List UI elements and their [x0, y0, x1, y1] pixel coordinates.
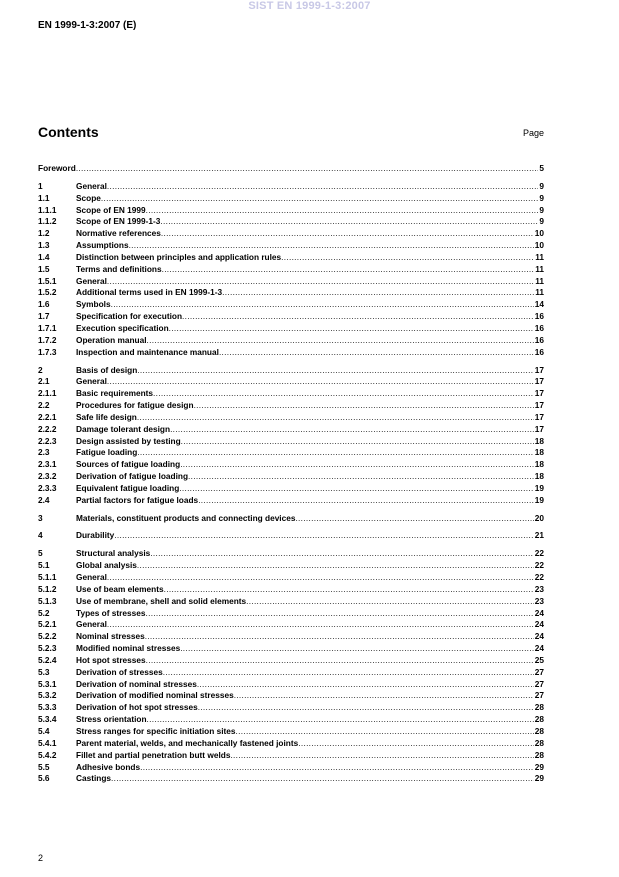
toc-leader-dots	[137, 447, 533, 459]
toc-entry-number: 1.1.2	[38, 216, 57, 227]
toc-entry-page: 11	[535, 251, 544, 262]
toc-entry[interactable]	[38, 205, 544, 217]
toc-leader-dots	[219, 347, 534, 359]
toc-entry-title: Use of membrane, shell and solid elements	[76, 595, 247, 606]
toc-entry[interactable]	[38, 252, 544, 264]
toc-leader-dots	[188, 471, 534, 483]
toc-entry-number: 1.4	[38, 251, 50, 262]
toc-leader-dots	[76, 163, 539, 175]
toc-entry-title: Inspection and maintenance manual	[76, 346, 219, 357]
toc-entry[interactable]	[38, 365, 544, 377]
toc-entry-number: 2.1	[38, 376, 50, 387]
toc-leader-dots	[230, 750, 533, 762]
toc-leader-dots	[281, 252, 534, 264]
toc-entry-number: 5.2	[38, 607, 50, 618]
toc-entry-page: 22	[534, 560, 544, 571]
toc-entry-title: Damage tolerant design	[76, 423, 171, 434]
toc-entry[interactable]	[38, 608, 544, 620]
page-column-label: Page	[522, 128, 544, 138]
toc-entry-page: 22	[534, 572, 544, 582]
toc-entry-page: 16	[534, 322, 544, 333]
toc-entry-title: Stress orientation	[76, 714, 147, 725]
toc-entry-number: 5.2.2	[38, 631, 57, 642]
toc-entry[interactable]	[38, 643, 544, 655]
toc-leader-dots	[164, 584, 534, 596]
toc-entry-title: Modified nominal stresses	[76, 643, 181, 654]
toc-entry-page: 28	[534, 749, 544, 760]
toc-entry-number: 5.3.1	[38, 678, 57, 689]
toc-entry-page: 19	[534, 482, 544, 493]
toc-entry-title: Derivation of hot spot stresses	[76, 702, 198, 713]
toc-entry-page: 29	[534, 761, 544, 772]
toc-entry-title: Adhesive bonds	[76, 761, 141, 772]
toc-entry[interactable]	[38, 584, 544, 596]
toc-entry[interactable]	[38, 619, 544, 631]
toc-entry[interactable]	[38, 690, 544, 702]
toc-entry-title: Basic requirements	[76, 388, 154, 399]
toc-entry[interactable]	[38, 335, 544, 347]
toc-entry[interactable]	[38, 388, 544, 400]
toc-entry[interactable]	[38, 163, 544, 175]
toc-entry-page: 16	[534, 334, 544, 345]
toc-leader-dots	[137, 365, 533, 377]
toc-entry-page: 17	[534, 411, 544, 422]
toc-entry-page: 18	[534, 447, 544, 458]
toc-entry-number: 5.4.2	[38, 749, 57, 760]
toc-entry-page: 17	[534, 400, 544, 411]
toc-entry-number: 5.3	[38, 666, 50, 677]
toc-entry[interactable]	[38, 424, 544, 436]
toc-entry[interactable]	[38, 240, 544, 252]
toc-entry-title: Materials, constituent products and connecting devices	[76, 512, 296, 523]
toc-leader-dots	[147, 335, 534, 347]
toc-leader-dots	[246, 596, 534, 608]
toc-entry-title: General	[76, 275, 107, 286]
toc-leader-dots	[107, 276, 534, 288]
toc-entry-title: Design assisted by testing	[76, 435, 181, 446]
toc-leader-dots	[147, 714, 534, 726]
toc-leader-dots	[129, 240, 534, 252]
toc-entry-number: 5.3.4	[38, 714, 57, 725]
toc-entry[interactable]	[38, 400, 544, 412]
toc-entry-number: 2.3	[38, 447, 50, 458]
toc-entry-number: 1	[38, 180, 43, 191]
toc-entry-title: General	[76, 572, 107, 582]
toc-entry-title: Derivation of modified nominal stresses	[76, 690, 234, 701]
toc-leader-dots	[162, 264, 535, 276]
toc-entry-page: 18	[534, 471, 544, 482]
toc-entry[interactable]	[38, 495, 544, 507]
toc-entry-title: Structural analysis	[76, 548, 151, 559]
toc-entry-number: 5.3.3	[38, 702, 57, 713]
toc-leader-dots	[153, 388, 534, 400]
toc-entry-page: 24	[534, 619, 544, 630]
toc-entry[interactable]	[38, 596, 544, 608]
toc-entry-number: 1.2	[38, 228, 50, 239]
toc-entry[interactable]	[38, 376, 544, 388]
toc-entry-title: Operation manual	[76, 334, 147, 345]
toc-entry[interactable]	[38, 560, 544, 572]
toc-entry[interactable]	[38, 513, 544, 525]
toc-leader-dots	[146, 205, 539, 217]
toc-entry-page: 17	[534, 423, 544, 434]
toc-entry-number: 1.5.2	[38, 287, 57, 298]
toc-entry-page: 28	[534, 714, 544, 725]
toc-entry[interactable]	[38, 631, 544, 643]
toc-entry-page: 16	[534, 346, 544, 357]
toc-entry-number: 1.5	[38, 263, 50, 274]
toc-entry-title: Scope of EN 1999	[76, 204, 146, 215]
toc-entry-number: 5.2.3	[38, 643, 57, 654]
toc-leader-dots	[111, 299, 534, 311]
toc-entry-title: Terms and definitions	[76, 263, 162, 274]
toc-leader-dots	[234, 690, 534, 702]
toc-entry-title: Safe life design	[76, 411, 137, 422]
toc-leader-dots	[295, 513, 533, 525]
toc-leader-dots	[101, 193, 538, 205]
toc-leader-dots	[160, 216, 538, 228]
toc-entry[interactable]	[38, 447, 544, 459]
toc-entry-number: 5.1.1	[38, 572, 57, 582]
toc-entry-page: 24	[534, 607, 544, 618]
toc-entry-number: 5.6	[38, 773, 50, 784]
toc-entry-number: 2.4	[38, 494, 50, 505]
toc-entry-title: Partial factors for fatigue loads	[76, 494, 199, 505]
toc-entry-number: 1.7.3	[38, 346, 57, 357]
toc-entry-number: 2	[38, 364, 43, 375]
toc-entry[interactable]	[38, 655, 544, 667]
toc-entry-number: 5.1	[38, 560, 50, 571]
toc-leader-dots	[137, 412, 534, 424]
toc-entry-number: 2.3.3	[38, 482, 57, 493]
toc-entry-number: 1.7	[38, 311, 50, 322]
toc-leader-dots	[145, 631, 534, 643]
toc-entry-number: 1.5.1	[38, 275, 57, 286]
toc-entry-number: 2.2.1	[38, 411, 57, 422]
toc-entry[interactable]	[38, 276, 544, 288]
toc-entry-title: Additional terms used in EN 1999-1-3	[76, 287, 223, 298]
toc-leader-dots	[146, 655, 534, 667]
toc-leader-dots	[169, 323, 534, 335]
toc-entry-number: 1.3	[38, 240, 50, 251]
toc-entry-page: 11	[535, 263, 544, 274]
toc-entry-number: 5.1.3	[38, 595, 57, 606]
toc-leader-dots	[107, 376, 534, 388]
table-of-contents	[38, 163, 544, 785]
toc-entry-page: 27	[534, 666, 544, 677]
toc-entry-number: 1.6	[38, 299, 50, 310]
toc-entry[interactable]	[38, 228, 544, 240]
toc-entry[interactable]	[38, 773, 544, 785]
toc-leader-dots	[150, 548, 534, 560]
toc-entry-number: 4	[38, 530, 43, 541]
toc-entry[interactable]	[38, 762, 544, 774]
toc-entry-title: Derivation of stresses	[76, 666, 163, 677]
toc-entry-number: 5	[38, 548, 43, 559]
toc-entry[interactable]	[38, 323, 544, 335]
toc-entry-title: Parent material, welds, and mechanically fastened joints	[76, 737, 299, 748]
toc-leader-dots	[114, 530, 534, 542]
toc-entry[interactable]	[38, 412, 544, 424]
toc-entry-title: Stress ranges for specific initiation sites	[76, 725, 236, 736]
toc-entry[interactable]	[38, 299, 544, 311]
toc-entry-title: Nominal stresses	[76, 631, 145, 642]
toc-entry-title: Hot spot stresses	[76, 654, 146, 665]
toc-entry-page: 9	[539, 204, 544, 215]
toc-entry-title: Equivalent fatigue loading	[76, 482, 180, 493]
toc-entry-number: 1.7.1	[38, 322, 57, 333]
toc-entry-title: Global analysis	[76, 560, 137, 571]
toc-entry-page: 27	[534, 678, 544, 689]
toc-entry-page: 18	[534, 459, 544, 470]
toc-entry[interactable]	[38, 714, 544, 726]
contents-title: Contents	[38, 124, 99, 140]
toc-entry-page: 29	[534, 773, 544, 784]
toc-entry[interactable]	[38, 483, 544, 495]
toc-entry[interactable]	[38, 530, 544, 542]
toc-entry[interactable]	[38, 436, 544, 448]
toc-entry-number: 5.5	[38, 761, 50, 772]
toc-entry-page: 23	[534, 583, 544, 594]
toc-leader-dots	[298, 738, 534, 750]
toc-entry-page: 9	[539, 216, 544, 227]
toc-entry-page: 17	[534, 364, 544, 375]
toc-leader-dots	[107, 181, 538, 193]
toc-entry[interactable]	[38, 667, 544, 679]
toc-entry[interactable]	[38, 311, 544, 323]
toc-entry-number: 2.3.1	[38, 459, 57, 470]
toc-entry-number: 2.1.1	[38, 388, 57, 399]
toc-leader-dots	[170, 424, 534, 436]
toc-entry-title: General	[76, 376, 107, 387]
toc-entry-number: 5.4.1	[38, 737, 57, 748]
toc-entry[interactable]	[38, 264, 544, 276]
toc-entry-title: Distinction between principles and application rules	[76, 251, 282, 262]
toc-entry-page: 22	[534, 548, 544, 559]
toc-entry-title: Sources of fatigue loading	[76, 459, 181, 470]
toc-entry-title: Use of beam elements	[76, 583, 164, 594]
toc-entry-title: Specification for execution	[76, 311, 183, 322]
toc-leader-dots	[179, 483, 534, 495]
toc-entry-number: 2.2.2	[38, 423, 57, 434]
toc-entry-number: 2.2	[38, 400, 50, 411]
toc-leader-dots	[137, 560, 534, 572]
toc-entry-title: Fillet and partial penetration butt welds	[76, 749, 231, 760]
toc-entry-page: 10	[534, 240, 544, 251]
toc-entry[interactable]	[38, 181, 544, 193]
toc-entry-title: Scope of EN 1999-1-3	[76, 216, 161, 227]
toc-leader-dots	[197, 679, 534, 691]
toc-entry[interactable]	[38, 572, 544, 584]
toc-entry-page: 17	[534, 376, 544, 387]
toc-leader-dots	[180, 643, 534, 655]
toc-leader-dots	[182, 311, 534, 323]
toc-leader-dots	[236, 726, 534, 738]
toc-leader-dots	[222, 287, 534, 299]
toc-entry-title: Normative references	[76, 228, 161, 239]
toc-entry-page: 19	[534, 494, 544, 505]
toc-entry-title: Assumptions	[76, 240, 129, 251]
toc-entry-title: Execution specification	[76, 322, 169, 333]
toc-entry-page: 11	[535, 287, 544, 298]
toc-entry-title: Fatigue loading	[76, 447, 138, 458]
toc-entry[interactable]	[38, 471, 544, 483]
toc-entry-title: General	[76, 619, 107, 630]
toc-entry-page: 21	[534, 530, 544, 541]
toc-entry-page: 14	[534, 299, 544, 310]
toc-entry-page: 9	[539, 180, 544, 191]
toc-entry-title: Durability	[76, 530, 115, 541]
document-header: EN 1999-1-3:2007 (E)	[38, 20, 137, 31]
toc-entry-number: 5.2.4	[38, 654, 57, 665]
toc-entry-page: 9	[539, 192, 544, 203]
toc-entry-page: 28	[534, 702, 544, 713]
toc-entry-title: Derivation of fatigue loading	[76, 471, 189, 482]
toc-entry-page: 28	[534, 725, 544, 736]
toc-entry-number: 2.3.2	[38, 471, 57, 482]
toc-entry-page: 18	[534, 435, 544, 446]
toc-entry-title: Types of stresses	[76, 607, 146, 618]
toc-entry[interactable]	[38, 738, 544, 750]
toc-entry[interactable]	[38, 726, 544, 738]
toc-leader-dots	[161, 228, 534, 240]
toc-leader-dots	[181, 436, 534, 448]
toc-entry-title: Castings	[76, 773, 112, 784]
toc-entry-title: Derivation of nominal stresses	[76, 678, 197, 689]
toc-leader-dots	[111, 773, 534, 785]
toc-entry-page: 28	[534, 737, 544, 748]
toc-leader-dots	[163, 667, 534, 679]
toc-leader-dots	[107, 572, 534, 584]
toc-leader-dots	[107, 619, 534, 631]
toc-entry-number: 1.7.2	[38, 334, 57, 345]
toc-entry-page: 11	[535, 275, 544, 286]
toc-entry[interactable]	[38, 216, 544, 228]
toc-entry[interactable]	[38, 459, 544, 471]
watermark: SIST EN 1999-1-3:2007	[248, 0, 371, 12]
page-number: 2	[38, 853, 44, 863]
toc-entry-title: Symbols	[76, 299, 111, 310]
toc-entry-page: 23	[534, 595, 544, 606]
toc-entry[interactable]	[38, 679, 544, 691]
toc-leader-dots	[145, 608, 533, 620]
toc-entry-number: 3	[38, 512, 43, 523]
toc-entry-number: 5.4	[38, 725, 50, 736]
toc-entry-number: 1.1	[38, 192, 50, 203]
toc-entry-number: 5.1.2	[38, 583, 57, 594]
toc-entry-title: Procedures for fatigue design	[76, 400, 194, 411]
toc-entry-number: Foreword	[38, 163, 76, 173]
toc-entry-number: 2.2.3	[38, 435, 57, 446]
toc-leader-dots	[180, 459, 534, 471]
toc-entry[interactable]	[38, 287, 544, 299]
toc-leader-dots	[198, 702, 534, 714]
toc-entry-page: 27	[534, 690, 544, 701]
toc-entry[interactable]	[38, 750, 544, 762]
toc-entry-title: Scope	[76, 192, 101, 203]
toc-entry[interactable]	[38, 548, 544, 560]
toc-entry[interactable]	[38, 347, 544, 359]
toc-entry-title: Basis of design	[76, 364, 138, 375]
toc-entry-number: 1.1.1	[38, 204, 57, 215]
toc-entry-page: 20	[534, 512, 544, 523]
toc-entry[interactable]	[38, 193, 544, 205]
toc-leader-dots	[194, 400, 534, 412]
toc-entry-page: 24	[534, 631, 544, 642]
toc-entry-page: 10	[534, 228, 544, 239]
toc-entry[interactable]	[38, 702, 544, 714]
toc-entry-page: 17	[534, 388, 544, 399]
toc-entry-number: 5.2.1	[38, 619, 57, 630]
toc-leader-dots	[140, 762, 534, 774]
toc-entry-page: 16	[534, 311, 544, 322]
toc-leader-dots	[198, 495, 534, 507]
toc-entry-page: 24	[534, 643, 544, 654]
toc-entry-title: General	[76, 180, 107, 191]
toc-entry-page: 5	[539, 163, 544, 173]
toc-entry-page: 25	[534, 654, 544, 665]
toc-entry-number: 5.3.2	[38, 690, 57, 701]
